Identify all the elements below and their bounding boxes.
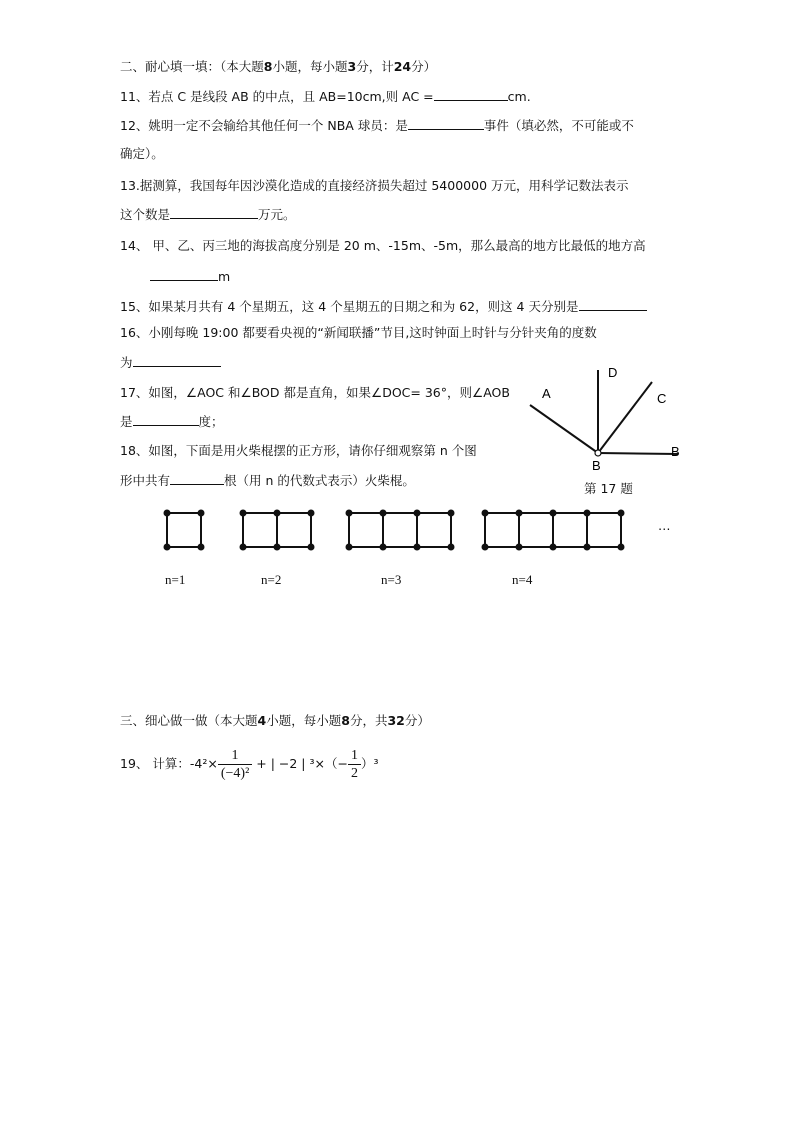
- label-d: D: [608, 365, 618, 380]
- section3-title-b: 小题，每小题: [266, 713, 342, 728]
- stick-head: [198, 544, 205, 551]
- figure-17-caption: 第 17 题: [584, 481, 633, 496]
- stick-head: [550, 510, 557, 517]
- label-c: C: [657, 391, 667, 406]
- q19-fraction-1: [218, 747, 252, 783]
- label-n1: n=1: [165, 572, 186, 587]
- section2-count: 8: [263, 59, 273, 74]
- q15-answer-blank[interactable]: [579, 298, 647, 311]
- q16-answer-blank[interactable]: [133, 354, 221, 367]
- ellipsis: …: [658, 518, 671, 533]
- q13-line2: 这个数是: [120, 207, 171, 222]
- q12-line2: 确定）。: [120, 146, 164, 161]
- label-n3: n=3: [381, 572, 402, 587]
- stick-head: [308, 510, 315, 517]
- ray-oc: [598, 382, 652, 453]
- section3-title-c: 分，共: [349, 713, 388, 728]
- matchstick-figures: [0, 500, 794, 560]
- stick-head: [482, 544, 489, 551]
- matchstick-figure-4: [482, 510, 625, 551]
- matchstick-figure-1: [164, 510, 205, 551]
- q17-unit: 度；: [198, 414, 224, 429]
- frac1-denominator: (−4)²: [220, 765, 250, 781]
- matchstick-figure-2: [240, 510, 315, 551]
- stick-head: [240, 544, 247, 551]
- matchstick-figure-3: [346, 510, 455, 551]
- question-18: [120, 472, 415, 489]
- stick-head: [618, 544, 625, 551]
- stick-head: [550, 544, 557, 551]
- question-17: [120, 413, 224, 430]
- stick-head: [482, 510, 489, 517]
- stick-head: [584, 544, 591, 551]
- section2-title-b: 小题，每小题: [272, 59, 348, 74]
- label-n4: n=4: [512, 572, 533, 587]
- q18-answer-blank[interactable]: [170, 472, 224, 485]
- q11-unit: cm.: [507, 89, 531, 104]
- question-14-answer: [150, 268, 230, 285]
- q14-line1: 14、 甲、乙、丙三地的海拔高度分别是 20 m、-15m、-5m，那么最高的地方比最低的地方高: [120, 238, 646, 253]
- stick-head: [618, 510, 625, 517]
- stick-head: [448, 510, 455, 517]
- section2-heading: [120, 59, 436, 75]
- label-n2: n=2: [261, 572, 282, 587]
- question-11: [120, 88, 531, 105]
- stick-head: [164, 544, 171, 551]
- stick-head: [308, 544, 315, 551]
- question-19: [120, 744, 378, 784]
- stick-head: [448, 544, 455, 551]
- q11-answer-blank[interactable]: [434, 88, 508, 101]
- stick-head: [274, 544, 281, 551]
- q17-line1: 17、如图，∠AOC 和∠BOD 都是直角，如果∠DOC= 36°，则∠AOB: [120, 385, 510, 400]
- section2-total: 24: [393, 59, 412, 74]
- q17-line2: 是: [120, 414, 133, 429]
- stick-head: [240, 510, 247, 517]
- stick-head: [346, 544, 353, 551]
- q18-after: 根（用 n 的代数式表示）火柴棍。: [224, 473, 415, 488]
- q14-answer-blank[interactable]: [150, 268, 218, 281]
- stick-head: [164, 510, 171, 517]
- figure-17-angles: [520, 360, 690, 470]
- q12-text: 12、姚明一定不会输给其他任何一个 NBA 球员：是: [120, 118, 408, 133]
- q19-term1: -4²×: [189, 756, 218, 771]
- stick-head: [414, 544, 421, 551]
- ray-oa: [530, 405, 598, 453]
- stick-head: [414, 510, 421, 517]
- section2-points: 3: [347, 59, 357, 74]
- stick-head: [274, 510, 281, 517]
- section3-points: 8: [341, 713, 350, 728]
- label-b-right: B: [671, 444, 680, 459]
- q19-term3: ）³: [360, 756, 379, 771]
- ray-ob: [598, 453, 678, 454]
- q13-answer-blank[interactable]: [170, 206, 258, 219]
- vertex-point: [595, 450, 601, 456]
- q18-line1: 18、如图，下面是用火柴棍摆的正方形，请你仔细观察第 n 个图: [120, 443, 477, 458]
- question-12: [120, 117, 634, 134]
- label-a: A: [542, 386, 551, 401]
- stick-head: [198, 510, 205, 517]
- q15-text: 15、如果某月共有 4 个星期五，这 4 个星期五的日期之和为 62，则这 4 天分别是: [120, 299, 579, 314]
- q19-prefix: 19、 计算：: [120, 756, 190, 771]
- q11-text: 11、若点 C 是线段 AB 的中点，且 AB=10cm,则 AC =: [120, 89, 434, 104]
- q12-answer-blank[interactable]: [408, 117, 484, 130]
- q17-answer-blank[interactable]: [133, 413, 199, 426]
- stick-head: [516, 544, 523, 551]
- section3-title-d: 分）: [404, 713, 430, 728]
- section3-heading: [120, 713, 430, 729]
- section2-title-c: 分，计: [356, 59, 394, 74]
- q14-unit: m: [218, 269, 231, 284]
- q16-line2: 为: [120, 355, 133, 370]
- section2-title-a: 二、耐心填一填：（本大题: [120, 59, 264, 74]
- frac1-numerator: 1: [218, 747, 252, 765]
- stick-head: [516, 510, 523, 517]
- question-15: [120, 298, 647, 315]
- q12-after: 事件（填必然，不可能或不: [483, 118, 634, 133]
- q13-line1: 13.据测算，我国每年因沙漠化造成的直接经济损失超过 5400000 万元，用科学记数法表示: [120, 178, 629, 193]
- section3-title-a: 三、细心做一做（本大题: [120, 713, 258, 728]
- q18-line2: 形中共有: [120, 473, 171, 488]
- stick-head: [380, 510, 387, 517]
- q16-line1: 16、小刚每晚 19:00 都要看央视的“新闻联播”节目,这时钟面上时针与分针夹角的度数: [120, 325, 597, 340]
- stick-head: [346, 510, 353, 517]
- section2-title-d: 分）: [411, 59, 437, 74]
- stick-head: [584, 510, 591, 517]
- question-13: [120, 206, 296, 223]
- q19-term2: + | −2 | ³×（−: [256, 756, 348, 771]
- frac2-denominator: 2: [350, 765, 358, 781]
- label-b-vertex: B: [592, 458, 601, 470]
- question-16: [120, 354, 221, 371]
- q19-fraction-2: [348, 747, 361, 783]
- frac2-numerator: 1: [348, 747, 361, 765]
- section3-count: 4: [257, 713, 267, 728]
- section3-total: 32: [387, 713, 405, 728]
- q13-unit: 万元。: [258, 207, 296, 222]
- stick-head: [380, 544, 387, 551]
